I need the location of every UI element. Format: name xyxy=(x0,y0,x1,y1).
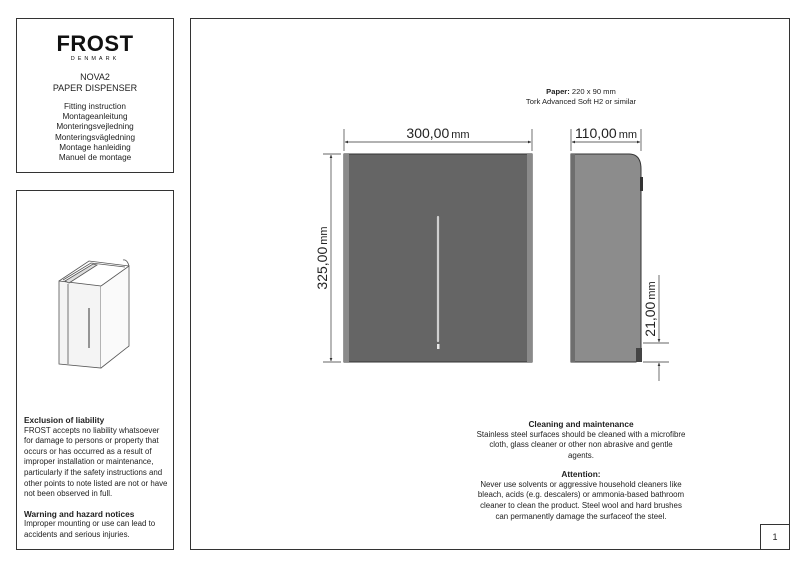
product-title xyxy=(17,72,173,94)
title-panel xyxy=(16,18,174,173)
front-view xyxy=(344,154,532,362)
cleaning-text: Stainless steel surfaces should be cleaned with a microfibre cloth, glass cleaner or other non abrasive and gentle agents. xyxy=(476,429,686,461)
instruction-title: Manuel de montage xyxy=(58,153,132,163)
width-label: 300,00 mm xyxy=(406,125,470,141)
model-name: NOVA2 xyxy=(80,72,110,82)
info-panel xyxy=(16,190,174,550)
dispenser-sketch xyxy=(57,246,137,371)
attention-heading: Attention: xyxy=(561,468,601,479)
instruction-title: Montageanleitung xyxy=(62,112,128,122)
frost-logo: FROST xyxy=(56,31,134,56)
side-view xyxy=(571,154,643,362)
instruction-title: Monteringsvägledning xyxy=(54,132,136,142)
paper-label: Paper: xyxy=(546,87,570,96)
cleaning-section xyxy=(476,419,686,529)
logo-subtitle: DENMARK xyxy=(70,56,120,62)
paper-size: 220 x 90 mm xyxy=(571,87,616,96)
warning-text: Improper mounting or use can lead to accidents and serious injuries. xyxy=(24,519,156,539)
warning-heading: Warning and hazard notices xyxy=(24,508,135,519)
page-number: 1 xyxy=(760,524,790,550)
liability-section xyxy=(24,415,170,550)
cleaning-heading: Cleaning and maintenance xyxy=(528,419,634,429)
instruction-languages xyxy=(17,102,173,163)
product-name: PAPER DISPENSER xyxy=(52,83,138,93)
liability-text: FROST accepts no liability whatsoever for damage to persons or property that occurs or has occurred as a result of improper installation or maintenance, particularly if the safety instructions and other points to note listed are not or have not been observed in full. xyxy=(24,425,168,499)
depth-label: 110,00 mm xyxy=(574,125,638,141)
height-label: 325,00mm xyxy=(314,226,330,290)
instruction-title: Monteringsvejledning xyxy=(56,122,134,132)
attention-text: Never use solvents or aggressive household cleaners like bleach, acids (e.g. descalers) or ammonia-based bathroom cleaner to clean the product. Steel wool and hard brushes can permanently damage the surfaceof the steel. xyxy=(477,479,685,521)
drawing-panel xyxy=(190,18,790,550)
instruction-title: Montage hanleiding xyxy=(59,142,131,152)
liability-heading: Exclusion of liability xyxy=(24,415,105,425)
instruction-title: Fitting instruction xyxy=(64,102,126,111)
offset-label: 21,00mm xyxy=(642,281,658,337)
paper-type: Tork Advanced Soft H2 or similar xyxy=(525,96,637,106)
